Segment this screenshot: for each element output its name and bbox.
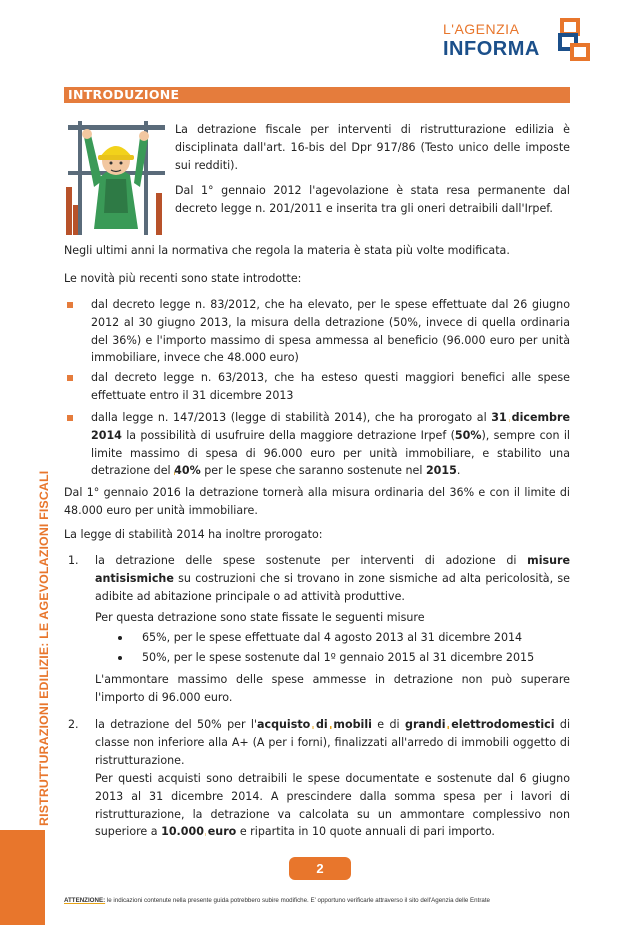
intro-paragraph-1: La detrazione fiscale per interventi di ristrutturazione edilizia è disciplinata dall'art. 16-bis del Dpr 917/86 (Testo unico delle imposte sui redditi). [175, 123, 570, 172]
highlight-date: 31 dicembre 2014 [91, 411, 570, 442]
highlight-appliances: grandi elettrodomestici [405, 718, 555, 731]
logo-mark-icon [546, 17, 594, 63]
highlight-percentage: 40% [174, 464, 201, 478]
list-item-antiseismic [95, 552, 570, 605]
item-note: L'ammontare massimo delle spese ammesse in detrazione non può superare l'importo di 96.000 euro. [95, 673, 570, 704]
list-number: 2. [68, 718, 79, 731]
highlight-year: 2015 [425, 464, 457, 478]
sidebar-title: RISTRUTTURAZIONI EDILIZIE: LE AGEVOLAZIONI FISCALI [37, 470, 51, 826]
bullet-text: dalla legge n. 147/2013 (legge di stabilità 2014), che ha prorogato al [91, 411, 492, 424]
footer-label: ATTENZIONE: [64, 897, 106, 904]
section-header [64, 87, 570, 103]
item-text: Per questi acquisti sono detraibili le spese documentate e sostenute dal 6 giugno 2013 al 31 dicembre 2014. A prescindere dalla somma spesa per i lavori di ristrutturazione, la detrazione va calcolata su un ammontare complessivo non superiore a [95, 772, 570, 839]
item-text: e ripartita in 10 quote annuali di pari importo. [236, 825, 495, 839]
highlight-antiseismic: misure antisismiche [95, 554, 570, 585]
bullet-text: la possibilità di usufruire della maggiore detrazione Irpef ( [121, 428, 455, 442]
bullet-text: . [456, 464, 461, 478]
intro-paragraph-2: Dal 1° gennaio 2012 l'agevolazione è stata resa permanente dal decreto legge n. 201/2011 e inserita tra gli oneri detraibili dall'Irpef. [175, 184, 570, 215]
footer-text: le indicazioni contenute nella presente guida potrebbero subire modifiche. E' opportuno verificarle attraverso il sito dell'Agenzia delle Entrate [105, 897, 490, 904]
item-text: la detrazione delle spese sostenute per interventi di adozione di [95, 554, 528, 567]
item-text: di classe non inferiore alla A+ (A per i forni), finalizzati all'arredo di immobili oggetto di ristrutturazione. [95, 718, 571, 767]
intro-paragraph-3: Negli ultimi anni la normativa che regola la materia è stata più volte modificata. [64, 244, 510, 257]
bullet-square-icon [67, 302, 73, 308]
logo-line2: INFORMA [443, 38, 540, 60]
highlight-furniture: acquisto di mobili [257, 718, 372, 731]
sidebar-block [0, 830, 45, 925]
bullet-dot-icon [118, 636, 122, 640]
rate-item: 50%, per le spese sostenute dal 1º gennaio 2015 al 31 dicembre 2015 [142, 651, 535, 664]
item-subtext: Per questa detrazione sono state fissate le seguenti misure [95, 611, 425, 624]
bullet-dot-icon [118, 656, 122, 660]
list-number: 1. [68, 554, 79, 567]
bullet-item: dal decreto legge n. 83/2012, che ha elevato, per le spese effettuate dal 26 giugno 2012 al 30 giugno 2013, la misura della detrazione (50%, invece di quella ordinaria del 36%) e l'importo massimo di spesa ammessa al beneficio (96.000 euro per unità immobiliare, invece che 48.000 euro) [91, 298, 570, 365]
worker-illustration [64, 117, 169, 239]
agency-logo [443, 17, 603, 63]
bullet-item [91, 409, 570, 480]
list-item-furniture [95, 716, 570, 769]
bullet-square-icon [67, 375, 73, 381]
section-title: INTRODUZIONE [68, 87, 180, 102]
rate-item: 65%, per le spese effettuate dal 4 agosto 2013 al 31 dicembre 2014 [142, 631, 523, 644]
item-text: su costruzioni che si trovano in zone sismiche ad alta pericolosità, se adibite ad abitazione principale o ad attività produttive. [95, 571, 570, 603]
footer-disclaimer [64, 897, 584, 904]
item-text: la detrazione del 50% per l' [95, 718, 258, 731]
bullet-text: ), sempre con il limite massimo di spesa di 96.000 euro per unità immobiliare, e stabilito una detrazione del [91, 428, 570, 478]
bullet-item: dal decreto legge n. 63/2013, che ha esteso questi maggiori benefici alle spese effettuate entro il 31 dicembre 2013 [91, 371, 570, 402]
logo-line1: L'AGENZIA [443, 21, 520, 37]
paragraph-ordinary-rate: Dal 1° gennaio 2016 la detrazione tornerà alla misura ordinaria del 36% e con il limite di 48.000 euro per unità immobiliare. [64, 486, 570, 517]
paragraph-stability-law: La legge di stabilità 2014 ha inoltre prorogato: [64, 528, 323, 541]
highlight-amount: 10.000 euro [161, 825, 237, 839]
bullet-text: per le spese che saranno sostenute nel [200, 464, 426, 478]
page-number: 2 [289, 857, 351, 880]
item-subtext [95, 770, 570, 841]
intro-paragraph-4: Le novità più recenti sono state introdotte: [64, 272, 302, 285]
item-text: e di [371, 718, 405, 731]
highlight-percentage: 50% [454, 428, 482, 442]
bullet-square-icon [67, 415, 73, 421]
